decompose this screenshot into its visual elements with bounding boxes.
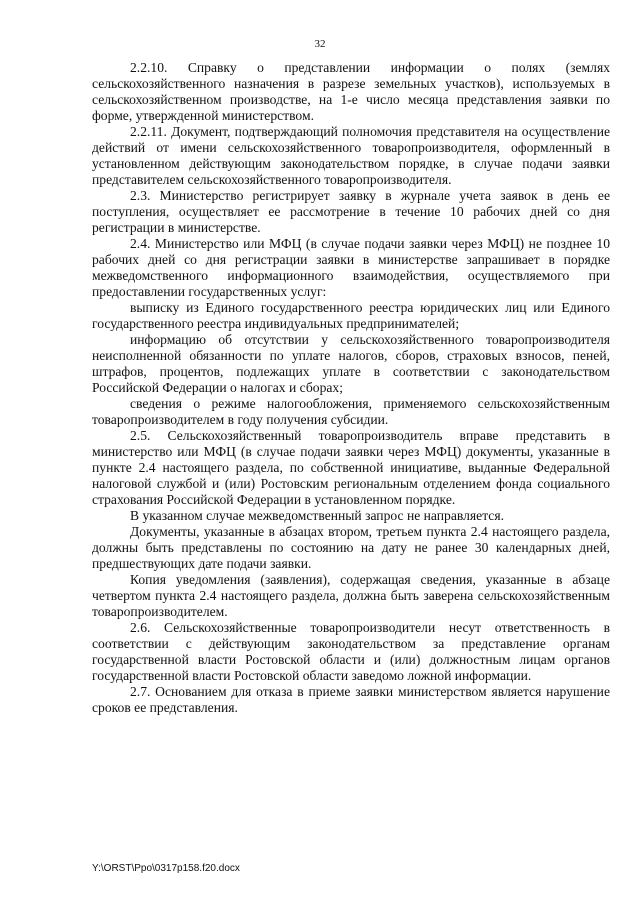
paragraph-2-5-note-1: В указанном случае межведомственный запрос не направляется.: [130, 508, 504, 523]
page-number: 32: [314, 38, 326, 50]
paragraph-2-4-item-3: сведения о режиме налогообложения, применяемого сельскохозяйственным товаропроизводителем в году получения субсидии.: [92, 396, 610, 427]
paragraph-2-2-11: 2.2.11. Документ, подтверждающий полномочия представителя на осуществление действий от имени сельскохозяйственного товаропроизводителя, оформленный в установленном действующим законодательством порядке, в случае подачи заявки представителем сельскохозяйственного товаропроизводителя.: [92, 124, 610, 187]
paragraph-2-5-note-2: Документы, указанные в абзацах втором, третьем пункта 2.4 настоящего раздела, должны быть представлены по состоянию на дату не ранее 30 календарных дней, предшествующих дате подачи заявки.: [92, 524, 610, 571]
paragraph-2-7: 2.7. Основанием для отказа в приеме заявки министерством является нарушение сроков ее представления.: [92, 684, 610, 715]
paragraph-2-5-note-3: Копия уведомления (заявления), содержащая сведения, указанные в абзаце четвертом пункта 2.4 настоящего раздела, должна быть заверена сельскохозяйственным товаропроизводителем.: [92, 572, 610, 619]
document-body: [92, 60, 610, 716]
paragraph-2-5: 2.5. Сельскохозяйственный товаропроизводитель вправе представить в министерство или МФЦ (в случае подачи заявки через МФЦ) документы, указанные в пункте 2.4 настоящего раздела, по собственной инициативе, выданные Федеральной налоговой службой и (или) Ростовским региональным отделением фонда социального страхования Российской Федерации в установленном порядке.: [92, 428, 610, 507]
paragraph-2-4-item-2: информацию об отсутствии у сельскохозяйственного товаропроизводителя неисполненной обязанности по уплате налогов, сборов, страховых взносов, пеней, штрафов, процентов, подлежащих уплате в соответствии с законодательством Российской Федерации о налогах и сборах;: [92, 332, 610, 395]
paragraph-2-3: 2.3. Министерство регистрирует заявку в журнале учета заявок в день ее поступления, осуществляет ее рассмотрение в течение 10 рабочих дней со дня регистрации в министерстве.: [92, 188, 610, 235]
paragraph-2-4: 2.4. Министерство или МФЦ (в случае подачи заявки через МФЦ) не позднее 10 рабочих дней со дня регистрации заявки в министерстве запрашивает в порядке межведомственного информационного взаимодействия, осуществляемого при предоставлении государственных услуг:: [92, 236, 610, 299]
paragraph-2-4-item-1: выписку из Единого государственного реестра юридических лиц или Единого государственного реестра индивидуальных предпринимателей;: [92, 300, 610, 331]
paragraph-2-2-10: 2.2.10. Справку о представлении информации о полях (землях сельскохозяйственного назначения в разрезе земельных участков), используемых в сельскохозяйственном производстве, на 1-е число месяца представления заявки по форме, утвержденной министерством.: [92, 60, 610, 123]
footer-file-path: Y:\ORST\Ppo\0317p158.f20.docx: [92, 863, 240, 874]
paragraph-2-6: 2.6. Сельскохозяйственные товаропроизводители несут ответственность в соответствии с действующим законодательством за представление органам государственной власти Ростовской области и (или) должностным лицам органов государственной власти Ростовской области заведомо ложной информации.: [92, 620, 610, 683]
